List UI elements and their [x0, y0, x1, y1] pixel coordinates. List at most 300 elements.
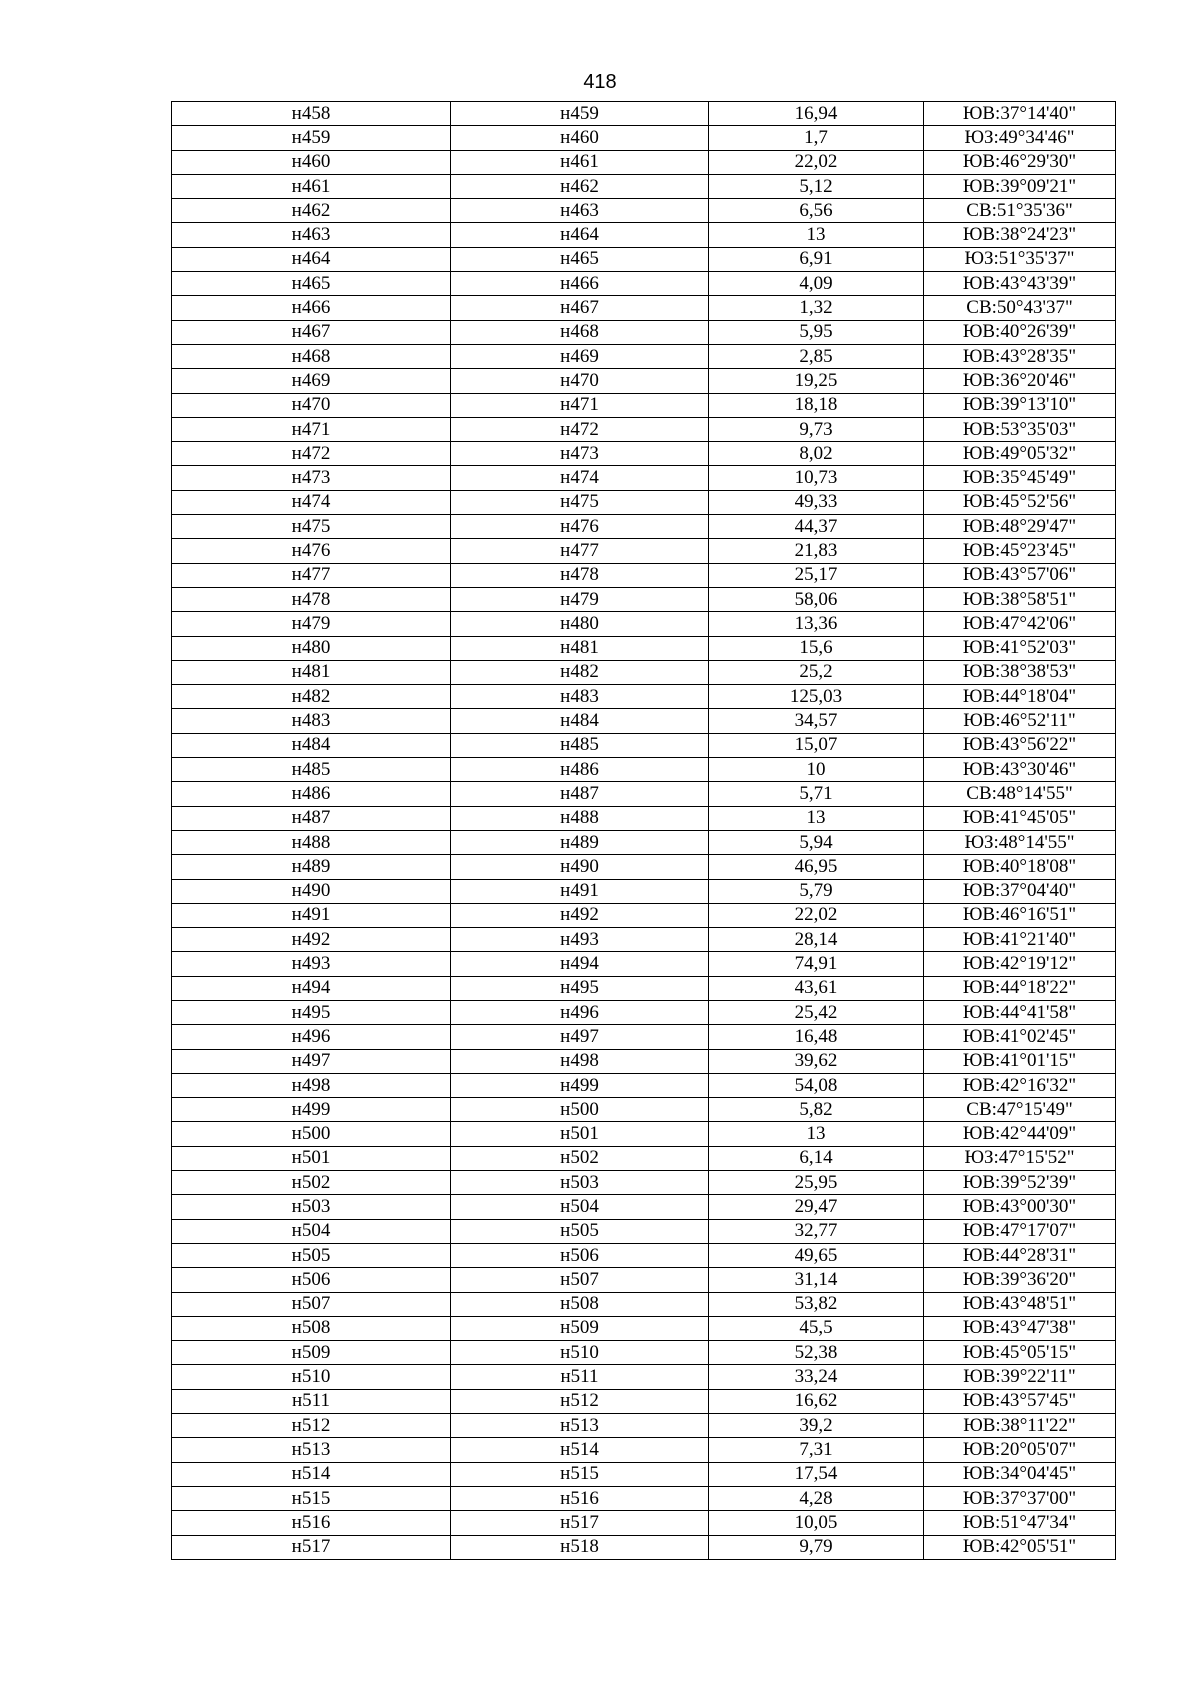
to-point-cell: н496 [451, 1000, 709, 1024]
bearing-cell: ЮВ:40°18'08" [924, 855, 1116, 879]
table-row [172, 758, 1116, 782]
to-point-cell: н480 [451, 612, 709, 636]
length-cell: 21,83 [709, 539, 924, 563]
length-cell: 25,2 [709, 660, 924, 684]
from-point-cell: н467 [172, 320, 451, 344]
bearing-cell: ЮВ:37°37'00" [924, 1486, 1116, 1510]
length-cell: 6,14 [709, 1146, 924, 1170]
to-point-cell: н499 [451, 1073, 709, 1097]
table-row [172, 1414, 1116, 1438]
length-cell: 5,12 [709, 174, 924, 198]
to-point-cell: н504 [451, 1195, 709, 1219]
bearing-cell: ЮВ:36°20'46" [924, 369, 1116, 393]
length-cell: 22,02 [709, 903, 924, 927]
table-row [172, 903, 1116, 927]
table-row [172, 1389, 1116, 1413]
length-cell: 33,24 [709, 1365, 924, 1389]
bearing-cell: ЮВ:41°21'40" [924, 928, 1116, 952]
table-row [172, 1146, 1116, 1170]
table-row [172, 709, 1116, 733]
length-cell: 54,08 [709, 1073, 924, 1097]
from-point-cell: н512 [172, 1414, 451, 1438]
to-point-cell: н464 [451, 223, 709, 247]
length-cell: 18,18 [709, 393, 924, 417]
table-row [172, 490, 1116, 514]
table-row [172, 1195, 1116, 1219]
to-point-cell: н472 [451, 417, 709, 441]
table-row [172, 150, 1116, 174]
to-point-cell: н516 [451, 1486, 709, 1510]
length-cell: 32,77 [709, 1219, 924, 1243]
table-row [172, 782, 1116, 806]
to-point-cell: н468 [451, 320, 709, 344]
length-cell: 13 [709, 806, 924, 830]
bearing-cell: ЮВ:43°28'35" [924, 344, 1116, 368]
from-point-cell: н470 [172, 393, 451, 417]
from-point-cell: н502 [172, 1171, 451, 1195]
table-row [172, 1025, 1116, 1049]
table-row [172, 126, 1116, 150]
bearing-cell: ЮВ:43°47'38" [924, 1316, 1116, 1340]
from-point-cell: н513 [172, 1438, 451, 1462]
to-point-cell: н463 [451, 199, 709, 223]
to-point-cell: н517 [451, 1511, 709, 1535]
to-point-cell: н462 [451, 174, 709, 198]
table-row [172, 587, 1116, 611]
table-row [172, 1171, 1116, 1195]
table-row [172, 1049, 1116, 1073]
length-cell: 5,79 [709, 879, 924, 903]
length-cell: 1,32 [709, 296, 924, 320]
bearing-cell: СВ:51°35'36" [924, 199, 1116, 223]
length-cell: 6,91 [709, 247, 924, 271]
from-point-cell: н495 [172, 1000, 451, 1024]
length-cell: 8,02 [709, 442, 924, 466]
from-point-cell: н497 [172, 1049, 451, 1073]
bearing-cell: ЮВ:40°26'39" [924, 320, 1116, 344]
from-point-cell: н473 [172, 466, 451, 490]
bearing-cell: ЮВ:46°16'51" [924, 903, 1116, 927]
table-row [172, 855, 1116, 879]
length-cell: 13 [709, 1122, 924, 1146]
to-point-cell: н495 [451, 976, 709, 1000]
to-point-cell: н502 [451, 1146, 709, 1170]
from-point-cell: н501 [172, 1146, 451, 1170]
length-cell: 13,36 [709, 612, 924, 636]
table-row [172, 1438, 1116, 1462]
table-row [172, 976, 1116, 1000]
from-point-cell: н459 [172, 126, 451, 150]
bearing-cell: СВ:47°15'49" [924, 1098, 1116, 1122]
from-point-cell: н493 [172, 952, 451, 976]
bearing-cell: ЮВ:51°47'34" [924, 1511, 1116, 1535]
length-cell: 49,33 [709, 490, 924, 514]
bearing-cell: ЮВ:39°36'20" [924, 1268, 1116, 1292]
to-point-cell: н518 [451, 1535, 709, 1559]
bearing-cell: ЮВ:45°05'15" [924, 1341, 1116, 1365]
length-cell: 28,14 [709, 928, 924, 952]
table-row [172, 320, 1116, 344]
bearing-cell: ЮВ:42°44'09" [924, 1122, 1116, 1146]
from-point-cell: н514 [172, 1462, 451, 1486]
boundary-table-container [171, 101, 1115, 1560]
bearing-cell: ЮВ:44°18'04" [924, 685, 1116, 709]
length-cell: 2,85 [709, 344, 924, 368]
bearing-cell: ЮВ:43°43'39" [924, 272, 1116, 296]
table-row [172, 1000, 1116, 1024]
length-cell: 4,28 [709, 1486, 924, 1510]
bearing-cell: ЮЗ:47°15'52" [924, 1146, 1116, 1170]
from-point-cell: н510 [172, 1365, 451, 1389]
length-cell: 5,82 [709, 1098, 924, 1122]
table-row [172, 1365, 1116, 1389]
bearing-cell: ЮВ:43°56'22" [924, 733, 1116, 757]
length-cell: 53,82 [709, 1292, 924, 1316]
length-cell: 5,95 [709, 320, 924, 344]
table-row [172, 393, 1116, 417]
from-point-cell: н506 [172, 1268, 451, 1292]
from-point-cell: н475 [172, 515, 451, 539]
bearing-cell: ЮВ:46°29'30" [924, 150, 1116, 174]
length-cell: 31,14 [709, 1268, 924, 1292]
table-row [172, 1219, 1116, 1243]
length-cell: 74,91 [709, 952, 924, 976]
to-point-cell: н460 [451, 126, 709, 150]
table-row [172, 1462, 1116, 1486]
from-point-cell: н474 [172, 490, 451, 514]
length-cell: 39,2 [709, 1414, 924, 1438]
length-cell: 10 [709, 758, 924, 782]
from-point-cell: н503 [172, 1195, 451, 1219]
table-row [172, 1316, 1116, 1340]
to-point-cell: н512 [451, 1389, 709, 1413]
length-cell: 16,94 [709, 102, 924, 126]
table-row [172, 539, 1116, 563]
table-row [172, 1073, 1116, 1097]
to-point-cell: н513 [451, 1414, 709, 1438]
bearing-cell: СВ:48°14'55" [924, 782, 1116, 806]
length-cell: 25,42 [709, 1000, 924, 1024]
length-cell: 22,02 [709, 150, 924, 174]
bearing-cell: ЮВ:49°05'32" [924, 442, 1116, 466]
to-point-cell: н491 [451, 879, 709, 903]
length-cell: 34,57 [709, 709, 924, 733]
bearing-cell: ЮВ:43°30'46" [924, 758, 1116, 782]
from-point-cell: н496 [172, 1025, 451, 1049]
bearing-cell: ЮВ:53°35'03" [924, 417, 1116, 441]
bearing-cell: ЮЗ:51°35'37" [924, 247, 1116, 271]
bearing-cell: ЮВ:38°24'23" [924, 223, 1116, 247]
bearing-cell: ЮВ:20°05'07" [924, 1438, 1116, 1462]
boundary-segments-table [171, 101, 1116, 1560]
table-row [172, 1122, 1116, 1146]
table-row [172, 806, 1116, 830]
to-point-cell: н508 [451, 1292, 709, 1316]
table-row [172, 223, 1116, 247]
from-point-cell: н469 [172, 369, 451, 393]
table-row [172, 879, 1116, 903]
to-point-cell: н482 [451, 660, 709, 684]
to-point-cell: н509 [451, 1316, 709, 1340]
length-cell: 44,37 [709, 515, 924, 539]
table-row [172, 1535, 1116, 1559]
table-row [172, 1511, 1116, 1535]
table-row [172, 102, 1116, 126]
from-point-cell: н465 [172, 272, 451, 296]
bearing-cell: ЮВ:48°29'47" [924, 515, 1116, 539]
table-row [172, 272, 1116, 296]
length-cell: 4,09 [709, 272, 924, 296]
bearing-cell: ЮВ:45°52'56" [924, 490, 1116, 514]
length-cell: 10,73 [709, 466, 924, 490]
from-point-cell: н490 [172, 879, 451, 903]
from-point-cell: н458 [172, 102, 451, 126]
length-cell: 39,62 [709, 1049, 924, 1073]
bearing-cell: ЮВ:46°52'11" [924, 709, 1116, 733]
from-point-cell: н471 [172, 417, 451, 441]
bearing-cell: ЮВ:37°14'40" [924, 102, 1116, 126]
to-point-cell: н486 [451, 758, 709, 782]
from-point-cell: н482 [172, 685, 451, 709]
to-point-cell: н465 [451, 247, 709, 271]
bearing-cell: ЮВ:39°13'10" [924, 393, 1116, 417]
to-point-cell: н493 [451, 928, 709, 952]
to-point-cell: н466 [451, 272, 709, 296]
table-row [172, 928, 1116, 952]
bearing-cell: ЮВ:42°05'51" [924, 1535, 1116, 1559]
from-point-cell: н481 [172, 660, 451, 684]
bearing-cell: ЮВ:38°11'22" [924, 1414, 1116, 1438]
bearing-cell: ЮВ:44°41'58" [924, 1000, 1116, 1024]
from-point-cell: н466 [172, 296, 451, 320]
table-row [172, 369, 1116, 393]
table-row [172, 442, 1116, 466]
bearing-cell: ЮВ:43°57'06" [924, 563, 1116, 587]
length-cell: 25,95 [709, 1171, 924, 1195]
from-point-cell: н507 [172, 1292, 451, 1316]
to-point-cell: н505 [451, 1219, 709, 1243]
length-cell: 16,48 [709, 1025, 924, 1049]
from-point-cell: н486 [172, 782, 451, 806]
to-point-cell: н467 [451, 296, 709, 320]
length-cell: 19,25 [709, 369, 924, 393]
bearing-cell: ЮВ:38°38'53" [924, 660, 1116, 684]
table-row [172, 466, 1116, 490]
from-point-cell: н499 [172, 1098, 451, 1122]
from-point-cell: н487 [172, 806, 451, 830]
table-row [172, 1341, 1116, 1365]
table-row [172, 417, 1116, 441]
table-row [172, 1243, 1116, 1267]
bearing-cell: ЮВ:43°00'30" [924, 1195, 1116, 1219]
table-row [172, 247, 1116, 271]
length-cell: 10,05 [709, 1511, 924, 1535]
bearing-cell: ЮВ:37°04'40" [924, 879, 1116, 903]
from-point-cell: н460 [172, 150, 451, 174]
to-point-cell: н471 [451, 393, 709, 417]
to-point-cell: н490 [451, 855, 709, 879]
to-point-cell: н515 [451, 1462, 709, 1486]
from-point-cell: н517 [172, 1535, 451, 1559]
bearing-cell: ЮВ:41°52'03" [924, 636, 1116, 660]
from-point-cell: н508 [172, 1316, 451, 1340]
length-cell: 1,7 [709, 126, 924, 150]
bearing-cell: ЮВ:42°19'12" [924, 952, 1116, 976]
bearing-cell: ЮВ:41°45'05" [924, 806, 1116, 830]
length-cell: 5,94 [709, 830, 924, 854]
to-point-cell: н478 [451, 563, 709, 587]
from-point-cell: н478 [172, 587, 451, 611]
table-row [172, 1292, 1116, 1316]
table-row [172, 660, 1116, 684]
bearing-cell: ЮВ:43°48'51" [924, 1292, 1116, 1316]
table-row [172, 952, 1116, 976]
from-point-cell: н472 [172, 442, 451, 466]
bearing-cell: ЮВ:34°04'45" [924, 1462, 1116, 1486]
to-point-cell: н470 [451, 369, 709, 393]
bearing-cell: ЮВ:45°23'45" [924, 539, 1116, 563]
length-cell: 7,31 [709, 1438, 924, 1462]
from-point-cell: н489 [172, 855, 451, 879]
bearing-cell: ЮЗ:49°34'46" [924, 126, 1116, 150]
from-point-cell: н462 [172, 199, 451, 223]
table-row [172, 636, 1116, 660]
bearing-cell: ЮВ:41°02'45" [924, 1025, 1116, 1049]
length-cell: 43,61 [709, 976, 924, 1000]
from-point-cell: н477 [172, 563, 451, 587]
to-point-cell: н507 [451, 1268, 709, 1292]
from-point-cell: н463 [172, 223, 451, 247]
to-point-cell: н500 [451, 1098, 709, 1122]
from-point-cell: н516 [172, 1511, 451, 1535]
length-cell: 46,95 [709, 855, 924, 879]
table-row [172, 174, 1116, 198]
to-point-cell: н459 [451, 102, 709, 126]
length-cell: 13 [709, 223, 924, 247]
from-point-cell: н498 [172, 1073, 451, 1097]
to-point-cell: н503 [451, 1171, 709, 1195]
to-point-cell: н483 [451, 685, 709, 709]
from-point-cell: н468 [172, 344, 451, 368]
bearing-cell: ЮВ:39°09'21" [924, 174, 1116, 198]
from-point-cell: н515 [172, 1486, 451, 1510]
to-point-cell: н481 [451, 636, 709, 660]
to-point-cell: н461 [451, 150, 709, 174]
from-point-cell: н464 [172, 247, 451, 271]
from-point-cell: н505 [172, 1243, 451, 1267]
length-cell: 6,56 [709, 199, 924, 223]
from-point-cell: н491 [172, 903, 451, 927]
length-cell: 9,79 [709, 1535, 924, 1559]
to-point-cell: н511 [451, 1365, 709, 1389]
to-point-cell: н510 [451, 1341, 709, 1365]
length-cell: 16,62 [709, 1389, 924, 1413]
table-row [172, 612, 1116, 636]
bearing-cell: ЮВ:43°57'45" [924, 1389, 1116, 1413]
from-point-cell: н484 [172, 733, 451, 757]
bearing-cell: ЮВ:47°42'06" [924, 612, 1116, 636]
table-row [172, 199, 1116, 223]
length-cell: 45,5 [709, 1316, 924, 1340]
to-point-cell: н498 [451, 1049, 709, 1073]
from-point-cell: н476 [172, 539, 451, 563]
from-point-cell: н485 [172, 758, 451, 782]
table-row [172, 1098, 1116, 1122]
from-point-cell: н504 [172, 1219, 451, 1243]
from-point-cell: н500 [172, 1122, 451, 1146]
to-point-cell: н485 [451, 733, 709, 757]
table-row [172, 563, 1116, 587]
table-row [172, 733, 1116, 757]
bearing-cell: СВ:50°43'37" [924, 296, 1116, 320]
table-row [172, 830, 1116, 854]
to-point-cell: н476 [451, 515, 709, 539]
to-point-cell: н469 [451, 344, 709, 368]
length-cell: 49,65 [709, 1243, 924, 1267]
table-row [172, 515, 1116, 539]
to-point-cell: н514 [451, 1438, 709, 1462]
bearing-cell: ЮВ:47°17'07" [924, 1219, 1116, 1243]
from-point-cell: н494 [172, 976, 451, 1000]
from-point-cell: н479 [172, 612, 451, 636]
table-body [172, 102, 1116, 1560]
bearing-cell: ЮВ:41°01'15" [924, 1049, 1116, 1073]
to-point-cell: н475 [451, 490, 709, 514]
length-cell: 15,07 [709, 733, 924, 757]
from-point-cell: н488 [172, 830, 451, 854]
to-point-cell: н484 [451, 709, 709, 733]
bearing-cell: ЮВ:39°22'11" [924, 1365, 1116, 1389]
length-cell: 52,38 [709, 1341, 924, 1365]
to-point-cell: н488 [451, 806, 709, 830]
table-row [172, 685, 1116, 709]
to-point-cell: н501 [451, 1122, 709, 1146]
from-point-cell: н509 [172, 1341, 451, 1365]
page-number: 418 [583, 71, 617, 93]
bearing-cell: ЮВ:44°18'22" [924, 976, 1116, 1000]
bearing-cell: ЮВ:38°58'51" [924, 587, 1116, 611]
to-point-cell: н492 [451, 903, 709, 927]
length-cell: 125,03 [709, 685, 924, 709]
length-cell: 17,54 [709, 1462, 924, 1486]
to-point-cell: н473 [451, 442, 709, 466]
bearing-cell: ЮВ:44°28'31" [924, 1243, 1116, 1267]
from-point-cell: н480 [172, 636, 451, 660]
from-point-cell: н483 [172, 709, 451, 733]
to-point-cell: н487 [451, 782, 709, 806]
from-point-cell: н492 [172, 928, 451, 952]
to-point-cell: н506 [451, 1243, 709, 1267]
table-row [172, 1268, 1116, 1292]
to-point-cell: н477 [451, 539, 709, 563]
to-point-cell: н489 [451, 830, 709, 854]
to-point-cell: н479 [451, 587, 709, 611]
length-cell: 58,06 [709, 587, 924, 611]
from-point-cell: н461 [172, 174, 451, 198]
length-cell: 25,17 [709, 563, 924, 587]
to-point-cell: н474 [451, 466, 709, 490]
bearing-cell: ЮВ:35°45'49" [924, 466, 1116, 490]
table-row [172, 344, 1116, 368]
table-row [172, 296, 1116, 320]
length-cell: 5,71 [709, 782, 924, 806]
from-point-cell: н511 [172, 1389, 451, 1413]
bearing-cell: ЮВ:42°16'32" [924, 1073, 1116, 1097]
bearing-cell: ЮВ:39°52'39" [924, 1171, 1116, 1195]
bearing-cell: ЮЗ:48°14'55" [924, 830, 1116, 854]
to-point-cell: н497 [451, 1025, 709, 1049]
to-point-cell: н494 [451, 952, 709, 976]
